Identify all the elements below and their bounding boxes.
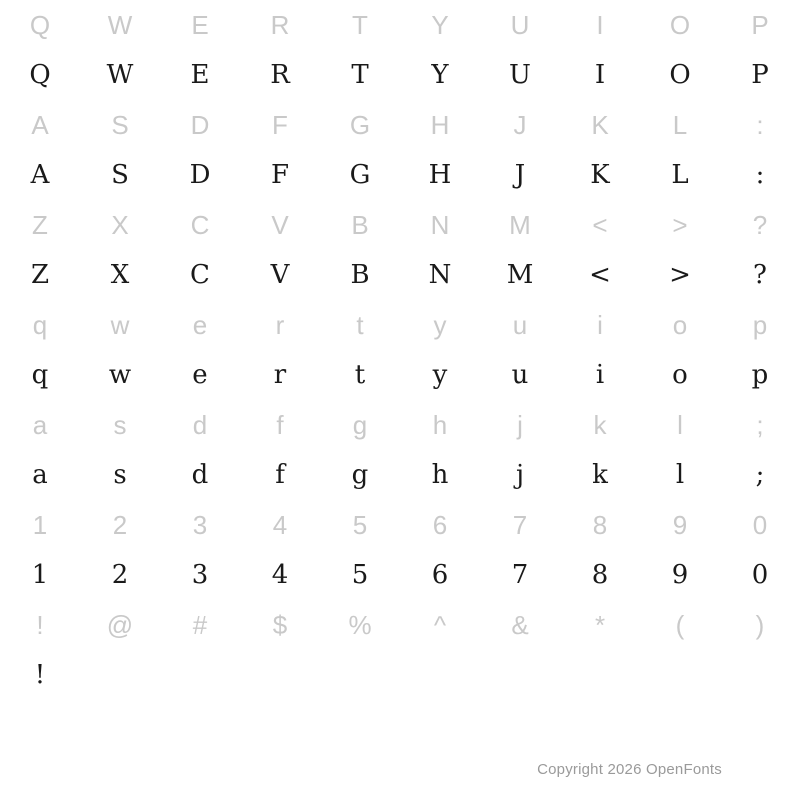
- specimen-glyph-row: [0, 50, 800, 100]
- glyph-cell: y: [433, 310, 447, 340]
- glyph-cell: W: [106, 60, 134, 90]
- glyph-cell: f: [275, 460, 285, 490]
- glyph-cell: 3: [192, 510, 208, 540]
- glyph-cell: &: [511, 610, 529, 640]
- reference-glyph-row: [0, 0, 800, 50]
- glyph-cell: O: [669, 60, 691, 90]
- glyph-cell: V: [271, 210, 289, 240]
- glyph-cell: (: [675, 610, 685, 640]
- glyph-cell: U: [510, 10, 530, 40]
- glyph-cell: 2: [111, 560, 129, 590]
- glyph-cell: 7: [512, 510, 528, 540]
- glyph-cell: V: [270, 260, 290, 290]
- glyph-cell: 8: [591, 560, 609, 590]
- glyph-cell: E: [190, 60, 210, 90]
- reference-glyph-row: [0, 300, 800, 350]
- glyph-cell: w: [108, 360, 132, 390]
- glyph-cell: ): [755, 610, 765, 640]
- glyph-cell: S: [111, 110, 129, 140]
- glyph-cell: Y: [431, 10, 449, 40]
- glyph-cell: F: [270, 160, 290, 190]
- glyph-cell: B: [351, 210, 369, 240]
- glyph-cell: C: [190, 210, 210, 240]
- glyph-cell: 9: [672, 510, 688, 540]
- copyright-notice: Copyright 2026 OpenFonts: [537, 761, 722, 778]
- glyph-cell: ;: [756, 410, 764, 440]
- glyph-cell: A: [31, 110, 49, 140]
- glyph-cell: I: [596, 10, 604, 40]
- glyph-cell: p: [751, 360, 769, 390]
- glyph-cell: P: [751, 60, 769, 90]
- glyph-cell: !: [34, 660, 46, 690]
- glyph-cell: K: [590, 160, 610, 190]
- glyph-cell: B: [350, 260, 370, 290]
- glyph-cell: 0: [751, 560, 769, 590]
- glyph-cell: N: [430, 210, 450, 240]
- glyph-cell: h: [432, 410, 448, 440]
- glyph-cell: 0: [752, 510, 768, 540]
- glyph-cell: d: [191, 460, 209, 490]
- glyph-cell: X: [110, 260, 130, 290]
- glyph-cell: P: [751, 10, 769, 40]
- glyph-cell: Q: [29, 60, 51, 90]
- glyph-cell: t: [356, 310, 364, 340]
- glyph-cell: Z: [30, 260, 50, 290]
- glyph-cell: T: [352, 10, 368, 40]
- glyph-cell: 5: [351, 560, 369, 590]
- glyph-cell: >: [672, 210, 688, 240]
- glyph-cell: R: [270, 60, 290, 90]
- glyph-cell: A: [30, 160, 50, 190]
- glyph-cell: s: [113, 410, 127, 440]
- glyph-cell: o: [672, 310, 688, 340]
- glyph-cell: <: [592, 210, 608, 240]
- glyph-cell: d: [192, 410, 208, 440]
- glyph-cell: q: [32, 310, 48, 340]
- glyph-cell: N: [428, 260, 452, 290]
- glyph-cell: *: [594, 610, 606, 640]
- glyph-cell: p: [752, 310, 768, 340]
- glyph-cell: $: [272, 610, 288, 640]
- glyph-cell: k: [592, 460, 608, 490]
- glyph-cell: r: [273, 360, 287, 390]
- glyph-cell: W: [107, 10, 133, 40]
- glyph-cell: 2: [112, 510, 128, 540]
- glyph-cell: l: [677, 410, 683, 440]
- specimen-glyph-row: [0, 250, 800, 300]
- glyph-cell: t: [354, 360, 366, 390]
- glyph-cell: K: [591, 110, 609, 140]
- glyph-cell: I: [594, 60, 606, 90]
- glyph-cell: G: [349, 160, 371, 190]
- glyph-cell: U: [509, 60, 531, 90]
- glyph-cell: s: [113, 460, 127, 490]
- glyph-cell: i: [597, 310, 603, 340]
- glyph-cell: a: [32, 410, 48, 440]
- glyph-cell: k: [593, 410, 607, 440]
- glyph-cell: E: [191, 10, 209, 40]
- glyph-cell: O: [669, 10, 691, 40]
- glyph-cell: f: [276, 410, 284, 440]
- specimen-glyph-row: [0, 350, 800, 400]
- glyph-cell: h: [431, 460, 449, 490]
- glyph-cell: ;: [755, 460, 765, 490]
- reference-glyph-row: [0, 500, 800, 550]
- glyph-cell: Y: [431, 60, 449, 90]
- reference-glyph-row: [0, 400, 800, 450]
- glyph-cell: %: [348, 610, 372, 640]
- glyph-cell: q: [31, 360, 49, 390]
- glyph-cell: M: [509, 210, 531, 240]
- glyph-cell: w: [110, 310, 130, 340]
- reference-glyph-row: [0, 200, 800, 250]
- glyph-cell: J: [513, 110, 527, 140]
- glyph-cell: 4: [271, 560, 289, 590]
- glyph-cell: ?: [752, 210, 768, 240]
- glyph-cell: 4: [272, 510, 288, 540]
- glyph-cell: 3: [191, 560, 209, 590]
- glyph-cell: 6: [431, 560, 449, 590]
- glyph-cell: g: [351, 460, 369, 490]
- glyph-cell: Q: [29, 10, 51, 40]
- glyph-cell: 1: [31, 560, 49, 590]
- glyph-cell: r: [275, 310, 285, 340]
- glyph-cell: j: [515, 460, 525, 490]
- glyph-cell: X: [111, 210, 129, 240]
- glyph-cell: D: [190, 110, 210, 140]
- glyph-cell: o: [672, 360, 688, 390]
- glyph-cell: 8: [592, 510, 608, 540]
- specimen-glyph-row: [0, 550, 800, 600]
- glyph-cell: 9: [671, 560, 689, 590]
- glyph-cell: ^: [433, 610, 447, 640]
- glyph-cell: <: [589, 260, 611, 290]
- glyph-cell: G: [349, 110, 371, 140]
- glyph-cell: l: [675, 460, 685, 490]
- glyph-cell: F: [272, 110, 288, 140]
- glyph-cell: T: [351, 60, 369, 90]
- glyph-cell: H: [430, 110, 450, 140]
- glyph-cell: #: [192, 610, 208, 640]
- glyph-cell: 6: [432, 510, 448, 540]
- glyph-cell: ?: [753, 260, 767, 290]
- reference-glyph-row: [0, 100, 800, 150]
- glyph-cell: i: [595, 360, 605, 390]
- glyph-cell: 5: [352, 510, 368, 540]
- glyph-cell: e: [192, 360, 208, 390]
- glyph-cell: Z: [32, 210, 48, 240]
- glyph-cell: J: [514, 160, 526, 190]
- glyph-cell: :: [755, 160, 765, 190]
- glyph-cell: M: [506, 260, 534, 290]
- glyph-cell: H: [428, 160, 452, 190]
- glyph-cell: a: [32, 460, 48, 490]
- reference-glyph-row: [0, 600, 800, 650]
- glyph-cell: R: [270, 10, 290, 40]
- specimen-glyph-row: [0, 150, 800, 200]
- glyph-cell: j: [517, 410, 523, 440]
- glyph-cell: S: [111, 160, 129, 190]
- glyph-cell: e: [192, 310, 208, 340]
- glyph-cell: D: [189, 160, 211, 190]
- glyph-cell: g: [352, 410, 368, 440]
- glyph-cell: L: [671, 160, 689, 190]
- glyph-cell: u: [511, 360, 529, 390]
- glyph-cell: L: [672, 110, 688, 140]
- glyph-cell: u: [512, 310, 528, 340]
- glyph-cell: y: [432, 360, 448, 390]
- glyph-cell: 7: [511, 560, 529, 590]
- glyph-cell: 1: [32, 510, 48, 540]
- glyph-cell: :: [756, 110, 764, 140]
- specimen-glyph-row: [0, 450, 800, 500]
- glyph-cell: C: [190, 260, 210, 290]
- glyph-cell: !: [36, 610, 44, 640]
- glyph-cell: >: [669, 260, 691, 290]
- glyph-cell: @: [106, 610, 134, 640]
- specimen-glyph-row: [0, 650, 800, 700]
